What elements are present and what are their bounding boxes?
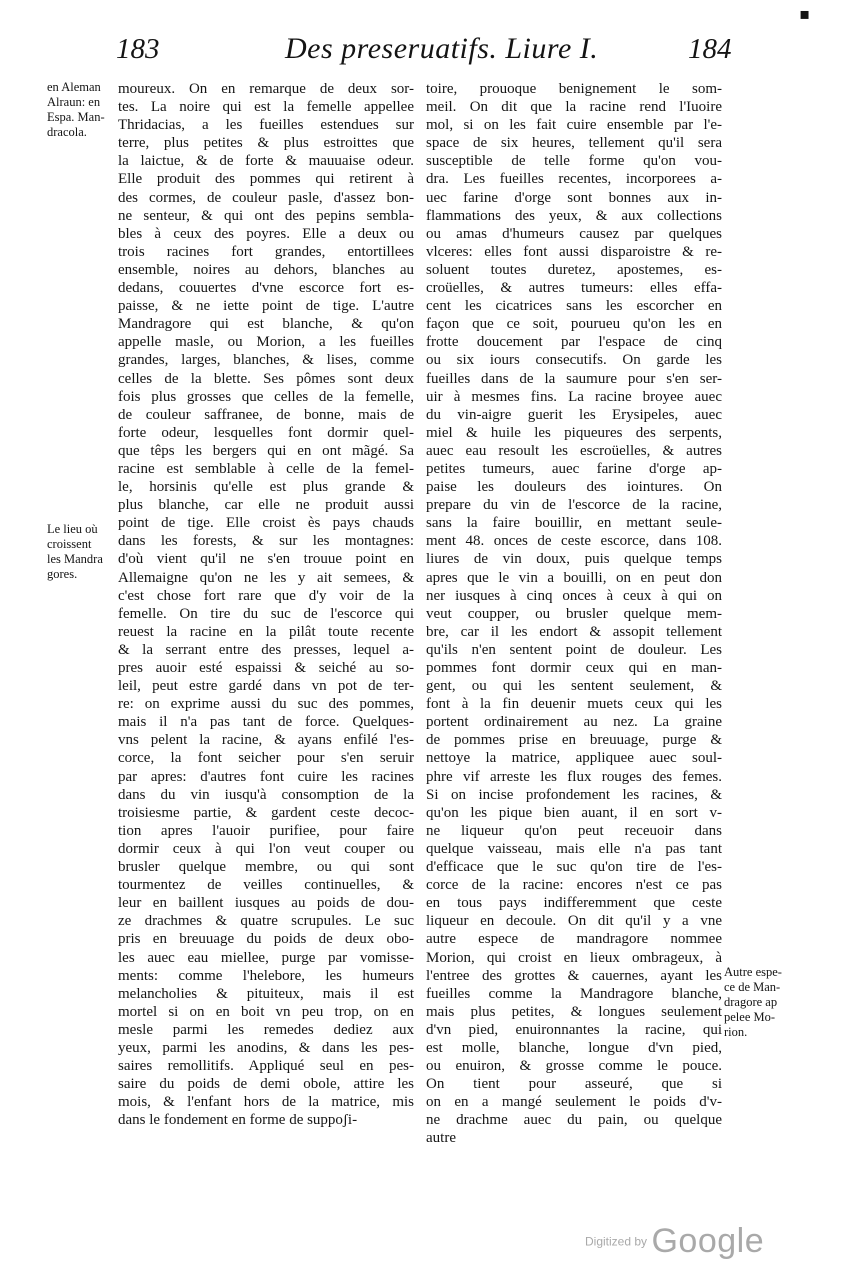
- text-line: liqueur en decoule. On dit qu'il y a vne: [426, 913, 722, 930]
- text-line: space de six heures, tellement qu'il sera: [426, 135, 722, 152]
- text-line: point de tige. Elle croist ès pays chauds: [118, 515, 414, 532]
- text-line: dormir ceux à qui l'on veut couper ou: [118, 840, 414, 857]
- text-line: melancholies & pituiteux, mais il est: [118, 985, 414, 1002]
- margin-note-languages: [47, 80, 117, 140]
- text-line: ne liqueur qu'on peut receuoir dans: [426, 822, 722, 839]
- text-line: corce, la font seicher pour s'en seruir: [118, 750, 414, 767]
- text-line: rion.: [724, 1025, 748, 1039]
- text-line: est molle, blanche, longue d'vn pied,: [426, 1039, 722, 1056]
- text-line: le, horsinis qu'elle est plus grande &: [118, 479, 414, 496]
- text-line: leur en baillent iusques au poids de dou-: [118, 895, 414, 912]
- text-line: Allemaigne qu'on ne les y ait semees, &: [118, 569, 414, 586]
- text-line: saire du poids de demi obole, attire les: [118, 1076, 414, 1093]
- text-line: d'vn pied, enuironnantes la racine, qui: [426, 1021, 722, 1038]
- text-line: mois, & l'enfant hors de la matrice, mis: [118, 1094, 414, 1111]
- text-line: Si on incise profondement les racines, &: [426, 786, 722, 803]
- right-text-column: [426, 80, 722, 1148]
- text-line: troisiesme partie, & gardent ceste decoc-: [118, 804, 414, 821]
- left-text-column: [118, 80, 414, 1129]
- text-line: portent ordinairement au nez. La graine: [426, 714, 722, 731]
- text-line: dragore ap: [724, 995, 778, 1009]
- margin-note-morion: [724, 965, 804, 1040]
- text-line: saires remollitifs. Appliqué seul en pes-: [118, 1058, 414, 1075]
- text-line: de pommes prise en breuuage, purge &: [426, 732, 722, 749]
- text-line: moureux. On en remarque de deux sor-: [118, 81, 414, 97]
- text-line: vlceres: elles font aussi disparoistre & re-: [426, 243, 722, 260]
- text-line: racine est semblable à celle de la femel-: [118, 460, 414, 477]
- text-line: re: on exprime aussi du suc des pommes,: [118, 696, 414, 713]
- text-line: ne drachme auec du pain, ou quelque: [426, 1112, 722, 1129]
- text-line: liures de vin doux, puis quelque temps: [426, 551, 722, 568]
- text-line: pris en breuuage du poids de deux obo-: [118, 931, 414, 948]
- text-line: des cormes, de couleur pasle, d'assez bon-: [118, 189, 414, 206]
- text-line: susceptible de telle forme qu'on vou-: [426, 153, 722, 170]
- text-line: les Mandra: [47, 552, 103, 566]
- text-line: ner iusques à cinq onces à ceux à qui on: [426, 587, 722, 604]
- text-line: du vin-aigre guerit les Erysipeles, auec: [426, 406, 722, 423]
- text-line: sans la faire bouillir, en mettant seule-: [426, 515, 722, 532]
- text-line: phre vif arreste les flux rouges des femes.: [426, 768, 722, 785]
- text-line: appelle masle, ou Morion, a les fueilles: [118, 334, 414, 351]
- text-line: reuest la racine en la pilât toute recente: [118, 623, 414, 640]
- text-line: femelle. On tire du suc de l'escorce qui: [118, 605, 414, 622]
- running-title: Des preseruatifs. Liure I.: [285, 32, 599, 65]
- text-line: & la serrant entre des presses, lequel a-: [118, 641, 414, 658]
- text-line: petites tumeurs, auec farine d'orge ap-: [426, 460, 722, 477]
- text-line: tion apres l'auoir purifiee, pour faire: [118, 822, 414, 839]
- text-line: flammations des yeux, & aux collections: [426, 207, 722, 224]
- text-line: mortel si on en boit vn peu trop, on en: [118, 1003, 414, 1020]
- text-line: bre, car il les endort & assopit tellement: [426, 623, 722, 640]
- text-line: ensemble, noires au dehors, blanches au: [118, 261, 414, 278]
- text-line: soluent toutes duretez, apostemes, es-: [426, 261, 722, 278]
- margin-note-location: [47, 522, 117, 582]
- text-line: plus blanche, car elle ne produit aussi: [118, 497, 414, 514]
- text-line: miel & huile les piqueures des serpents,: [426, 424, 722, 441]
- text-line: leil, peut estre gardé dans vn pot de ter-: [118, 678, 414, 695]
- text-line: ze drachmes & quatre scrupules. Le suc: [118, 913, 414, 930]
- text-line: On tient pour asseuré, que si: [426, 1076, 722, 1093]
- text-line: Thridacias, a les fueilles estendues sur: [118, 117, 414, 134]
- text-line: dans du vin iusqu'à consomption de la: [118, 786, 414, 803]
- text-line: Elle produit des pommes qui retirent à: [118, 171, 414, 188]
- text-line: paise les douleurs des iointures. On: [426, 479, 722, 496]
- text-line: Autre espe-: [724, 965, 782, 979]
- text-line: toire, prouoque benignement le som-: [426, 81, 722, 97]
- text-line: cent les cicatrices sans les escorcher en: [426, 298, 722, 315]
- text-line: Mandragore qui est blanche, & qu'on: [118, 316, 414, 333]
- text-line: uir à mesmes fins. La racine broyee auec: [426, 388, 722, 405]
- digitized-by-google-watermark: [585, 1222, 764, 1261]
- text-line: brusler quelque membre, ou qui sont: [118, 859, 414, 876]
- text-line: nettoye la matrice, appliquee auec soul-: [426, 750, 722, 767]
- text-line: trois racines fort grandes, entortillees: [118, 243, 414, 260]
- text-line: c'est chose fort rare que d'y voir de la: [118, 587, 414, 604]
- text-line: vns pelent la racine, & ayans enfilé l'es-: [118, 732, 414, 749]
- text-line: ce de Man-: [724, 980, 781, 994]
- text-line: yeux, parmi les anodins, & dans les pes-: [118, 1039, 414, 1056]
- text-line: d'efficace que le suc qu'on tire de l'es-: [426, 859, 722, 876]
- text-line: par apres: d'autres font cuire les racines: [118, 768, 414, 785]
- text-line: autre: [426, 1130, 456, 1147]
- text-line: pommes font dormir ceux qui en man-: [426, 660, 722, 676]
- text-line: ment 48. onces de ceste escorce, dans 108.: [426, 533, 722, 550]
- text-line: d'où vient qu'il ne s'en trouue point en: [118, 551, 414, 568]
- text-line: que têps les bergers qui en ont mãgé. Sa: [118, 442, 414, 459]
- text-line: quelque vaisseau, mais elle n'a pas tant: [426, 840, 722, 857]
- text-line: uec farine d'orge sont bonnes aux in-: [426, 189, 722, 206]
- text-line: terre, plus petites & plus estroittes que: [118, 135, 414, 152]
- text-line: fois plus grosses que celles de la femelle,: [118, 388, 414, 405]
- text-line: en tous pays indifferemment que ceste: [426, 895, 722, 912]
- text-line: auec eau resoult les escroüelles, & autres: [426, 442, 722, 459]
- right-page-number: 184: [688, 33, 732, 65]
- text-line: qu'ils n'en sentent point de douleur. Les: [426, 641, 722, 658]
- text-line: gent, ou qui les sentent seulement, &: [426, 678, 722, 695]
- text-line: apres que le vin a bouilli, on en peut don: [426, 569, 722, 586]
- text-line: fueilles comme la Mandragore blanche,: [426, 985, 722, 1002]
- text-line: gores.: [47, 567, 78, 581]
- text-line: Espa. Man-: [47, 110, 105, 124]
- text-line: mais il n'a pas tant de force. Quelques-: [118, 714, 414, 731]
- text-line: paisse, & ne iette point de tige. L'autre: [118, 298, 414, 315]
- text-line: font à la fin deuenir muets ceux qui les: [426, 696, 722, 713]
- text-line: ou amas d'humeurs causez par quelques: [426, 225, 722, 242]
- text-line: en Aleman: [47, 80, 101, 94]
- text-line: croissent: [47, 537, 92, 551]
- text-line: Alraun: en: [47, 95, 101, 109]
- text-line: meil. On dit que la racine rend l'Iuoire: [426, 99, 722, 116]
- text-line: mesle parmi les remedes dediez aux: [118, 1021, 414, 1038]
- text-line: pelee Mo-: [724, 1010, 776, 1024]
- left-page-number: 183: [116, 33, 160, 65]
- text-line: les auec eau miellee, purge par vomisse-: [118, 949, 414, 966]
- text-line: Morion, qui croist en lieux ombrageux, à: [426, 949, 722, 966]
- text-line: dedans, couuertes d'vne escorce fort es-: [118, 280, 414, 297]
- text-line: on en a mangé seulement le poids d'v-: [426, 1094, 722, 1111]
- corner-mark: ▪: [799, 4, 810, 23]
- text-line: qu'on les pique bien auant, il en sort v-: [426, 804, 722, 821]
- text-line: corce de la racine: encores n'est ce pas: [426, 877, 722, 894]
- text-line: ou six iours consecutifs. On garde les: [426, 352, 722, 369]
- watermark-prefix: Digitized by: [585, 1234, 648, 1249]
- text-line: tourmentez de veilles continuelles, &: [118, 877, 414, 894]
- text-line: croüelles, & autres tumeurs: elles effa-: [426, 280, 722, 297]
- text-line: mais plus petites, & longues seulement: [426, 1003, 722, 1020]
- text-line: tes. La noire qui est la femelle appellee: [118, 99, 414, 116]
- text-line: dracola.: [47, 125, 87, 139]
- text-line: forte odeur, lesquelles font dormir quel-: [118, 424, 414, 441]
- text-line: fueilles dans de la saumure pour s'en ser-: [426, 370, 722, 387]
- text-line: ou enuiron, & grosse comme le pouce.: [426, 1058, 722, 1075]
- google-logo: Google: [651, 1222, 765, 1260]
- text-line: dans le fondement en forme de suppoʃi-: [118, 1112, 358, 1129]
- text-line: dra. Les fueilles recentes, incorporees a-: [426, 171, 722, 188]
- text-line: bles à ceux des poyres. Elle a deux ou: [118, 225, 414, 242]
- text-line: mol, si on les fait cuire ensemble par l'e-: [426, 117, 722, 134]
- text-line: veut coupper, ou brusler quelque mem-: [426, 605, 722, 622]
- text-line: Le lieu où: [47, 522, 98, 536]
- text-line: frotte doucement par l'espace de cinq: [426, 334, 722, 351]
- text-line: celles de la blette. Ses pômes sont deux: [118, 370, 414, 387]
- text-line: ne senteur, & qui ont des pepins sembla-: [118, 207, 414, 224]
- text-line: ments: comme l'helebore, les humeurs: [118, 967, 414, 984]
- text-line: la laictue, & de forte & mauuaise odeur.: [118, 153, 414, 170]
- text-line: autre espece de mandragore nommee: [426, 931, 722, 948]
- text-line: pres auoir esté espaissi & seiché au so-: [118, 660, 414, 676]
- text-line: grandes, larges, blanches, & lises, comme: [118, 352, 414, 369]
- text-line: façon que ce soit, pourueu qu'on les en: [426, 316, 722, 333]
- text-line: dans les forests, & sur les montagnes:: [118, 533, 414, 550]
- text-line: de couleur saffranee, de bonne, mais de: [118, 406, 414, 423]
- text-line: prepare du vin de l'escorce de la racine,: [426, 497, 722, 514]
- text-line: l'entree des grottes & cauernes, ayant les: [426, 967, 722, 984]
